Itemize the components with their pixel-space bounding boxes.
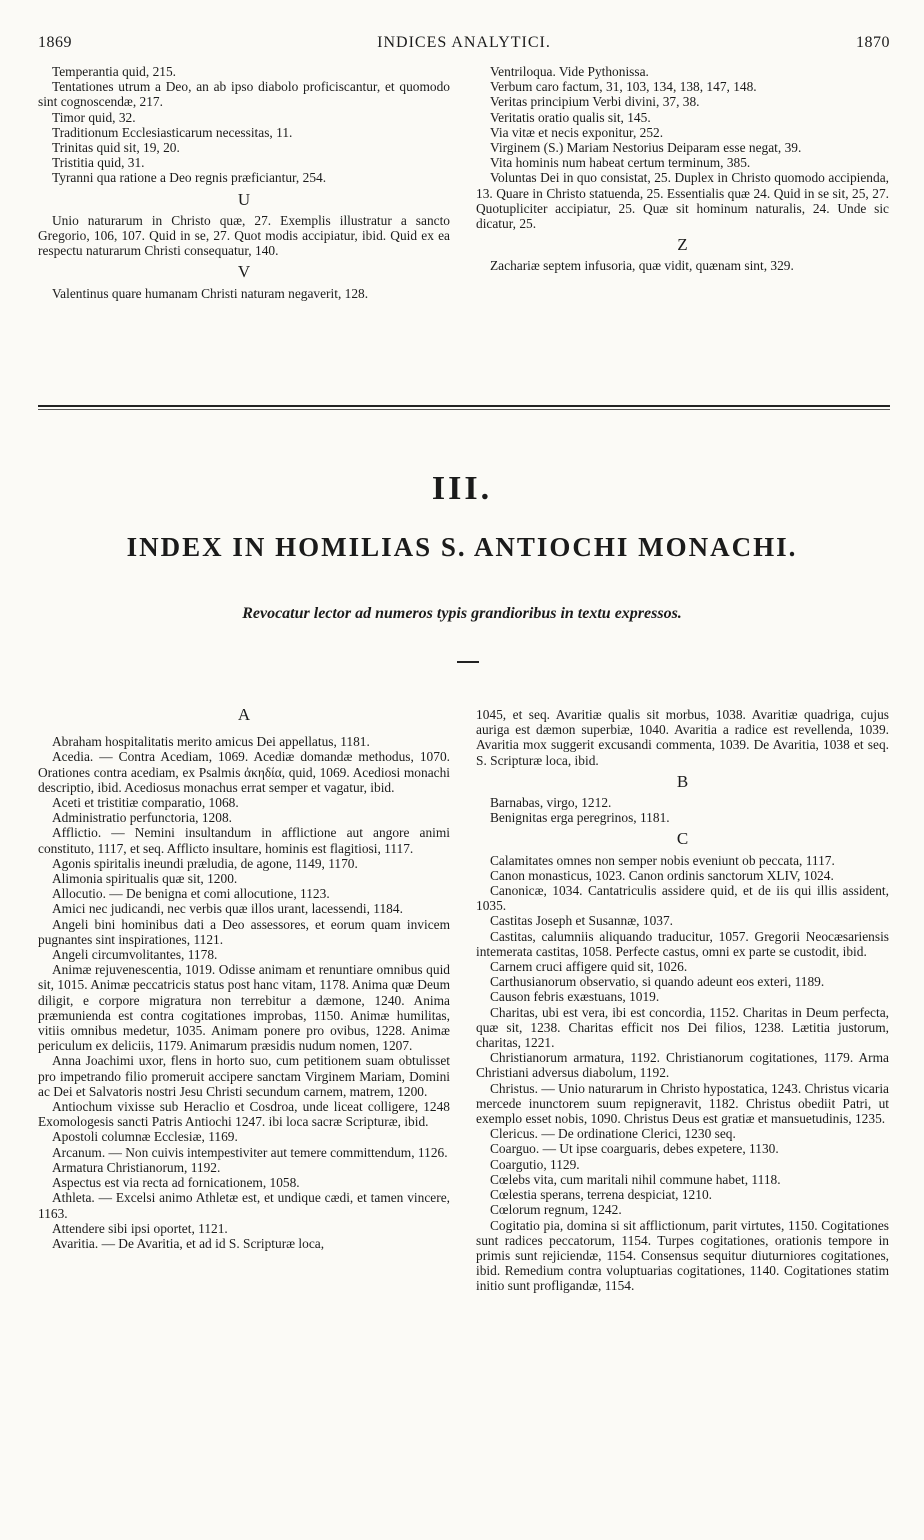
running-head (38, 34, 890, 54)
index-entry: Angeli circumvolitantes, 1178. (52, 947, 218, 963)
index-entry: Cogitatio pia, domina si sit afflictionum, parit virtutes, 1150. Cogitationes sunt radices peccatorum, 1154. Turpes cogitationes, orationis tempore in primis sunt rejiciendæ, 1154. Consensus sequitur diuturniores cogitationes, ibid. Remedium contra voluptuarias cogitationes, 1140. Cogitationes statim initio sunt profligandæ, 1154. (476, 1217, 889, 1294)
short-divider (457, 661, 479, 663)
index-entry: Amici nec judicandi, nec verbis quæ illos urant, lacessendi, 1184. (52, 901, 403, 917)
index-entry: Canonicæ, 1034. Cantatriculis assidere quid, et de iis qui illis assident, 1035. (476, 883, 889, 914)
index-entry: Aceti et tristitiæ comparatio, 1068. (52, 795, 239, 811)
index-entry: Clericus. — De ordinatione Clerici, 1230 seq. (490, 1126, 736, 1142)
index-entry: Coarguo. — Ut ipse coarguaris, debes expetere, 1130. (490, 1141, 779, 1157)
index-entry: Coargutio, 1129. (490, 1156, 580, 1172)
index-entry: Ventriloqua. Vide Pythonissa. (490, 64, 649, 79)
running-head-title: INDICES ANALYTICI. (377, 34, 551, 51)
index-entry: Via vitæ et necis exponitur, 252. (490, 124, 664, 140)
index-entry: Cœlestia sperans, terrena despiciat, 1210. (490, 1187, 712, 1203)
letter-heading-a: A (237, 705, 251, 724)
index-entry: Barnabas, virgo, 1212. (490, 795, 612, 811)
index-entry: Animæ rejuvenescentia, 1019. Odisse animam et renuntiare omnibus quid sit, 1015. Animæ peccatricis status post hanc vitam, 1178. Anima quæ Deum diligit, e corpore migratura non terrebitur a dæmone, 1240. Anima præmunienda est contra cogitationes improbas, 1150. Animæ humilitas, vitiis omnibus medetur, 1035. Animam ponere pro ovibus, 1228. Animæ periculum ex deliciis, 1179. Animarum præsidis nudum nomen, 1207. (38, 962, 450, 1054)
index-entry: Afflictio. — Nemini insultandum in afflictione aut angore animi constituto, 1117, et seq. Afflicto insultare, hominis est flagitiosi, 1117. (38, 825, 450, 856)
index-entry: Anna Joachimi uxor, flens in horto suo, cum petitionem suam obtulisset pro impetrando filio promeruit accipere sanctam Virginem Mariam, Domini ac Dei et Salvatoris nostri Jesu Christi secundum carnem, matrem, 1200. (38, 1053, 450, 1099)
index-entry: Tentationes utrum a Deo, an ab ipso diabolo proficiscantur, et quomodo sint cognoscendæ, 217. (38, 79, 450, 110)
index-entry: Unio naturarum in Christo quæ, 27. Exemplis illustratur a sancto Gregorio, 106, 107. Quid in se, 27. Quot modis accipiatur, ibid. Quid ex ea respectu naturarum Christi consequatur, 140. (38, 212, 450, 259)
index-entry: Canon monasticus, 1023. Canon ordinis sanctorum XLIV, 1024. (490, 867, 834, 883)
index-entry: Abraham hospitalitatis merito amicus Dei appellatus, 1181. (52, 734, 370, 750)
index-entry: Charitas, ubi est vera, ibi est concordia, 1152. Charitas in Deum perfecta, quæ sit, 1238. Charitas efficit nos Dei filios, 1238. Lætitia justorum, charitas, 1221. (476, 1004, 889, 1051)
entry-group-z (476, 258, 889, 273)
entry-group-u (38, 213, 450, 259)
entry-group-v (38, 286, 450, 301)
index-entry: Avaritia. — De Avaritia, et ad id S. Scripturæ loca, (52, 1235, 325, 1251)
index-entry: Agonis spiritalis ineundi præludia, de agone, 1149, 1170. (52, 855, 358, 871)
section-divider (38, 405, 890, 407)
index-entry: Valentinus quare humanam Christi naturam negaverit, 128. (52, 285, 369, 301)
entry-group-t (38, 64, 450, 186)
top-right-column (476, 64, 889, 274)
index-entry: Arcanum. — Non cuivis intempestiviter aut temere committendum, 1126. (52, 1144, 448, 1160)
index-entry: Castitas, calumniis aliquando traducitur, 1057. Gregorii Neocæsariensis intemerata castitas, 1058. Perfecte castus, omni ex parte se custodit, ibid. (476, 928, 889, 959)
index-entry: Allocutio. — De benigna et comi allocutione, 1123. (52, 886, 330, 902)
top-left-column (38, 64, 450, 301)
index-entry: Antiochum vixisse sub Heraclio et Cosdroa, unde liceat colligere, 1248 Exomologesis sancti Patris Antiochi 1247. ibi loca sacræ Scripturæ, ibid. (38, 1099, 450, 1130)
index-entry: Cœlebs vita, cum maritali nihil commune habet, 1118. (490, 1171, 781, 1187)
index-entry: Alimonia spiritualis quæ sit, 1200. (52, 871, 238, 887)
entry-group-a (38, 734, 450, 1251)
section-title: INDEX IN HOMILIAS S. ANTIOCHI MONACHI. (126, 532, 798, 562)
entry-group-c (476, 853, 889, 1294)
entry-group-b (476, 795, 889, 825)
index-entry: Veritas principium Verbi divini, 37, 38. (490, 94, 700, 110)
index-entry: Timor quid, 32. (52, 109, 136, 125)
index-entry: Virginem (S.) Mariam Nestorius Deiparam esse negat, 39. (490, 140, 802, 156)
index-entry: Zachariæ septem infusoria, quæ vidit, quænam sint, 329. (490, 258, 794, 274)
letter-heading-c: C (676, 829, 689, 849)
letter-heading-v: V (237, 262, 251, 282)
index-entry: Cœlorum regnum, 1242. (490, 1202, 622, 1218)
index-entry: Attendere sibi ipsi oportet, 1121. (52, 1220, 228, 1236)
index-entry: Acedia. — Contra Acediam, 1069. Acediæ domandæ methodus, 1070. Orationes contra acediam, ex Psalmis ἀκηδία, quid, 1069. Acediosi monachi descriptio, ibid. Acediosus monachus errat semper et vagatur, ibid. (38, 749, 450, 795)
index-entry: Castitas Joseph et Susannæ, 1037. (490, 913, 674, 929)
entry-continuation: 1045, et seq. Avaritiæ qualis sit morbus, 1038. Avaritiæ quadriga, cujus auriga est dæmon superbiæ, 1040. Avaritia a radice est revellenda, 1039. Avaritia mox suggerit excusandi commenta, 1039. De Avaritia, 1038 et seq. S. Scripturæ loca, ibid. (476, 707, 889, 768)
page-number-left: 1869 (38, 34, 72, 51)
index-entry: Christus. — Unio naturarum in Christo hypostatica, 1243. Christus vicaria mercede inunctorem suum repigneravit, 1182. Christus obediit Patri, ut exemplo esset nobis, 1090. Christus Deus est gratiæ et mansuetudinis, 1235. (476, 1080, 889, 1127)
index-entry: Angeli bini hominibus dati a Deo assessores, et eorum quam invicem pugnantes sint inspirationes, 1121. (38, 916, 450, 947)
index-entry: Veritatis oratio qualis sit, 145. (490, 109, 651, 125)
index-entry: Christianorum armatura, 1192. Christianorum cogitationes, 1179. Arma Christiani adversus diabolum, 1192. (476, 1050, 889, 1081)
index-entry: Temperantia quid, 215. (52, 64, 177, 79)
page-number-right: 1870 (856, 34, 890, 51)
index-entry: Trinitas quid sit, 19, 20. (52, 140, 180, 156)
entry-group-v-continued (476, 64, 889, 231)
index-entry: Verbum caro factum, 31, 103, 134, 138, 147, 148. (490, 79, 757, 95)
index-entry: Carnem cruci affigere quid sit, 1026. (490, 959, 688, 975)
index-entry: Aspectus est via recta ad fornicationem, 1058. (52, 1175, 300, 1191)
index-entry: Voluntas Dei in quo consistat, 25. Duplex in Christo quomodo accipienda, 13. Quare in Christo statuenda, 25. Essentialis quæ 24. Quid in se sit, 25, 27. Quotupliciter accipiatur, 25. Quæ sit hominum naturalis, 24. Unde sic dicatur, 25. (476, 170, 889, 232)
index-entry: Vita hominis num habeat certum terminum, 385. (490, 155, 751, 171)
index-entry: Tristitia quid, 31. (52, 155, 145, 171)
index-entry: Athleta. — Excelsi animo Athletæ est, et undique cædi, et tamen vincere, 1163. (38, 1190, 450, 1221)
index-entry: Carthusianorum observatio, si quando adeunt eos exteri, 1189. (490, 974, 825, 990)
index-entry: Causon febris exæstuans, 1019. (490, 989, 660, 1005)
index-entry: Armatura Christianorum, 1192. (52, 1159, 221, 1175)
letter-heading-z: Z (677, 235, 688, 255)
bottom-left-column (38, 707, 450, 1251)
letter-heading-b: B (676, 771, 689, 791)
bottom-right-column (476, 707, 889, 1294)
section-note: Revocatur lector ad numeros typis grandioribus in textu expressos. (242, 605, 682, 622)
index-entry: Apostoli columnæ Ecclesiæ, 1169. (52, 1129, 238, 1145)
letter-heading-u: U (237, 189, 251, 209)
index-entry: Traditionum Ecclesiasticarum necessitas, 11. (52, 124, 293, 140)
index-entry: Benignitas erga peregrinos, 1181. (490, 810, 670, 826)
index-entry: Calamitates omnes non semper nobis eveniunt ob peccata, 1117. (490, 852, 835, 868)
section-number: III. (431, 470, 493, 507)
index-entry: Tyranni qua ratione a Deo regnis præficiantur, 254. (52, 170, 327, 186)
index-entry: Administratio perfunctoria, 1208. (52, 810, 232, 826)
